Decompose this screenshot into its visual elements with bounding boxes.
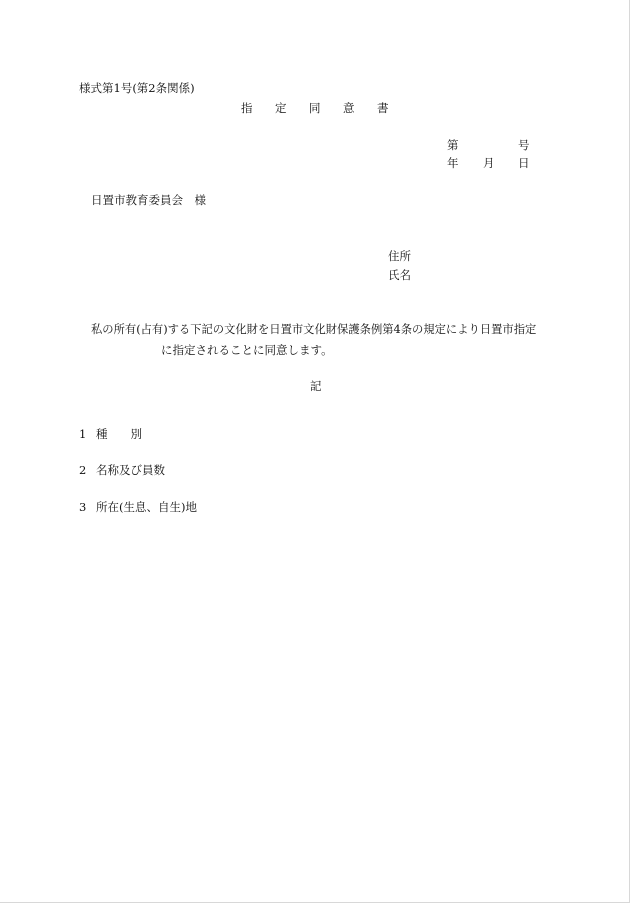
reference-dai: 第 — [447, 138, 459, 152]
title-char: 同 — [309, 101, 321, 115]
title-char: 意 — [343, 101, 355, 115]
title-char: 書 — [377, 101, 389, 115]
ki-heading: 記 — [310, 379, 322, 393]
date-year: 年 — [447, 156, 459, 170]
item-2-label: 名称及び員数 — [96, 463, 165, 477]
date-day: 日 — [518, 156, 530, 170]
date-month: 月 — [483, 156, 495, 170]
item-1-number: 1 — [79, 427, 87, 441]
title-char: 定 — [275, 101, 287, 115]
address-label: 住所 — [388, 249, 411, 263]
document-title — [241, 101, 389, 115]
name-label: 氏名 — [388, 268, 411, 282]
item-1-label: 種 別 — [96, 427, 142, 441]
addressee: 日置市教育委員会 様 — [91, 193, 206, 207]
item-2-number: 2 — [79, 463, 87, 477]
title-char: 指 — [241, 101, 253, 115]
form-number-label: 様式第1号(第2条関係) — [79, 81, 195, 95]
reference-go: 号 — [518, 138, 530, 152]
body-text-line-1: 私の所有(占有)する下記の文化財を日置市文化財保護条例第4条の規定により日置市指定 — [91, 323, 537, 336]
item-3-label: 所在(生息、自生)地 — [96, 500, 197, 514]
body-text-line-2: に指定されることに同意します。 — [161, 343, 333, 357]
item-3-number: 3 — [79, 500, 87, 514]
